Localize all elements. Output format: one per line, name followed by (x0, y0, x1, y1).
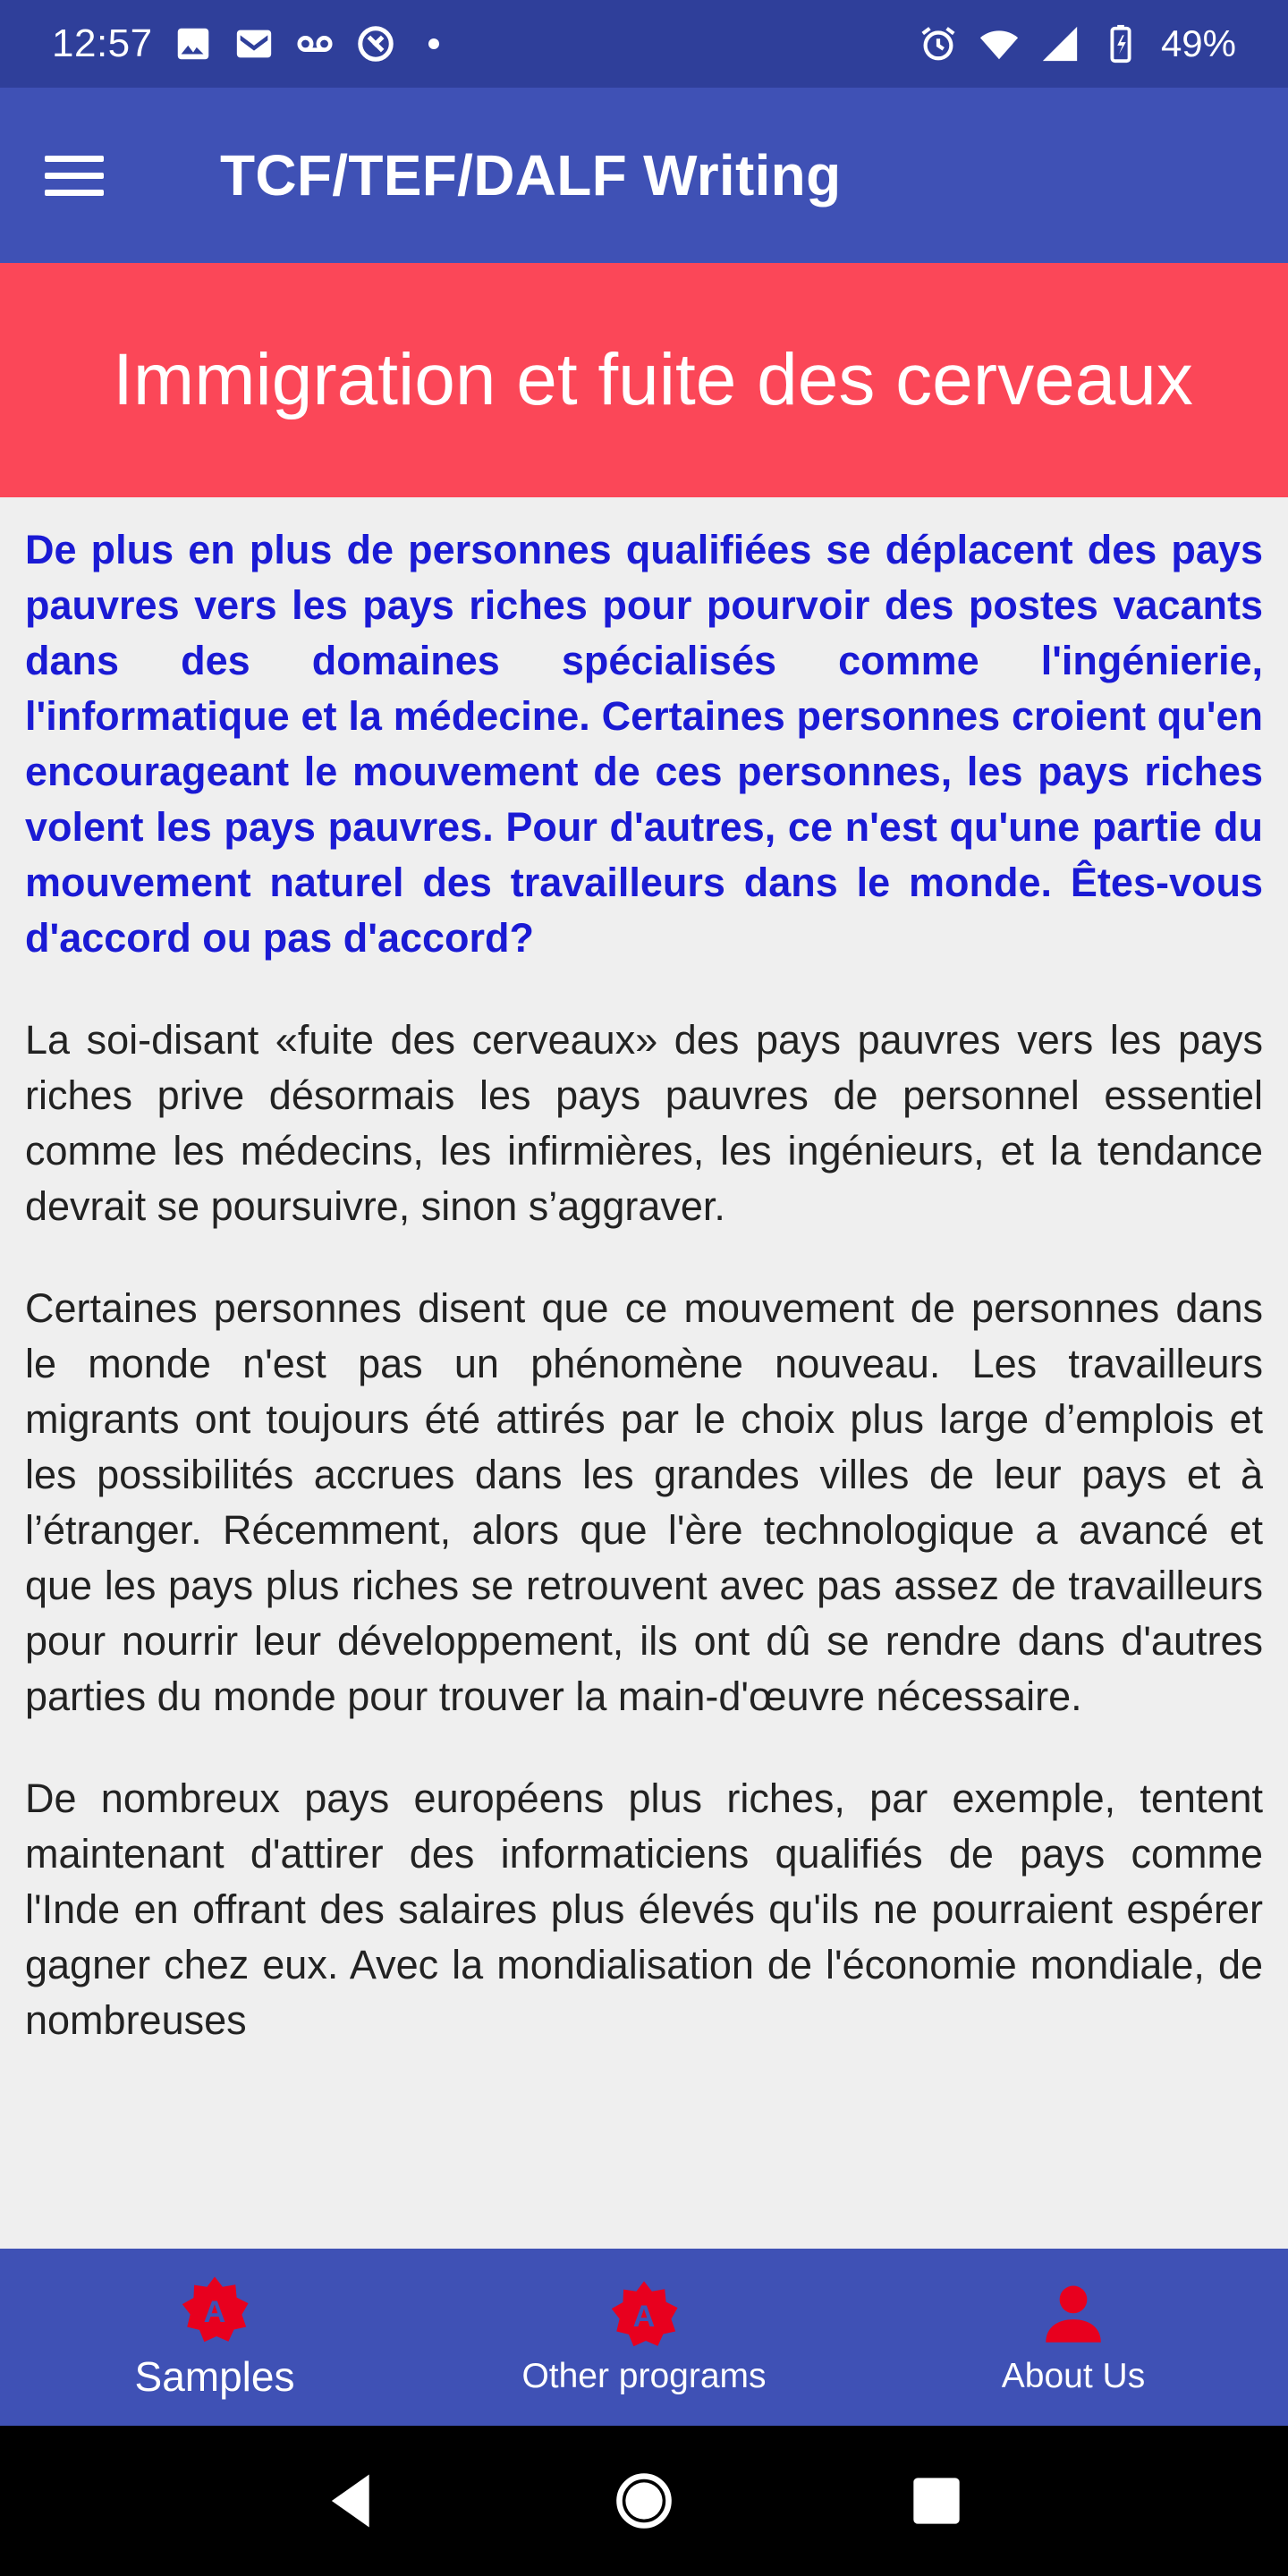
other-programs-badge-icon (607, 2278, 681, 2351)
bottom-navigation (0, 2249, 1288, 2426)
nav-label-about-us: About Us (1001, 2357, 1146, 2395)
status-right (918, 22, 1236, 65)
nav-item-samples[interactable] (0, 2249, 429, 2426)
app-title: TCF/TEF/DALF Writing (220, 143, 842, 208)
battery-charging-icon (1100, 23, 1141, 64)
topic-banner (0, 263, 1288, 497)
nav-item-other-programs[interactable] (429, 2249, 859, 2426)
nav-label-samples: Samples (134, 2353, 295, 2400)
topic-title: Immigration et fuite des cerveaux (113, 339, 1193, 420)
samples-badge-icon (178, 2274, 251, 2347)
alarm-icon (918, 23, 959, 64)
battery-percentage: 49% (1160, 22, 1236, 64)
image-icon (173, 23, 214, 64)
svg-text:A: A (203, 2294, 226, 2329)
voicemail-icon (294, 23, 335, 64)
svg-text:A: A (632, 2299, 656, 2334)
hamburger-menu-icon[interactable] (45, 132, 131, 218)
article-paragraph: Certaines personnes disent que ce mouvement de personnes dans le monde n'est pas un phénomène nouveau. Les travailleurs migrants ont toujours été attirés par le choix plus large d’emplois et les possibilités accrues dans les grandes villes de leur pays et à l’étranger. Récemment, alors que l'ère technologique a avancé et que les pays plus riches se retrouvent avec pas assez de travailleurs pour nourrir leur développement, ils ont dû se rendre dans d'autres parties du monde pour trouver la main-d'œuvre nécessaire. (25, 1285, 1263, 1719)
status-bar (0, 0, 1288, 88)
status-left (52, 21, 439, 66)
recents-icon[interactable] (894, 2458, 979, 2544)
sync-icon (355, 23, 396, 64)
back-icon[interactable] (309, 2458, 394, 2544)
article-paragraph: De nombreux pays européens plus riches, par exemple, tentent maintenant d'attirer des informaticiens qualifiés de pays comme l'Inde en offrant des salaires plus élevés qu'ils ne pourraient espérer gagner chez eux. Avec la mondialisation de l'économie mondiale, de nombreuses (25, 1775, 1263, 2043)
nav-label-other-programs: Other programs (521, 2357, 767, 2395)
app-bar (0, 88, 1288, 263)
article-paragraph: La soi-disant «fuite des cerveaux» des pays pauvres vers les pays riches prive désormais les pays pauvres de personnel essentiel comme les médecins, les infirmières, les ingénieurs, et la tendance devrait se poursuivre, sinon s’aggraver. (25, 1017, 1263, 1229)
essay-prompt: De plus en plus de personnes qualifiées se déplacent des pays pauvres vers les pays riches pour pourvoir des postes vacants dans des domaines spécialisés comme l'ingénierie, l'informatique et la médecine. Certaines personnes croient qu'en encourageant le mouvement de ces personnes, les pays riches volent les pays pauvres. Pour d'autres, ce n'est qu'une partie du mouvement naturel des travailleurs dans le monde. Êtes-vous d'accord ou pas d'accord? (25, 527, 1263, 961)
gmail-icon (233, 23, 275, 64)
home-icon[interactable] (601, 2458, 687, 2544)
dot-icon (428, 38, 439, 49)
status-time: 12:57 (52, 21, 153, 65)
nav-item-about-us[interactable] (859, 2249, 1288, 2426)
article-content[interactable] (25, 522, 1263, 2249)
person-icon (1037, 2278, 1110, 2351)
signal-icon (1039, 23, 1080, 64)
system-navigation-bar (0, 2426, 1288, 2576)
wifi-icon (979, 23, 1020, 64)
